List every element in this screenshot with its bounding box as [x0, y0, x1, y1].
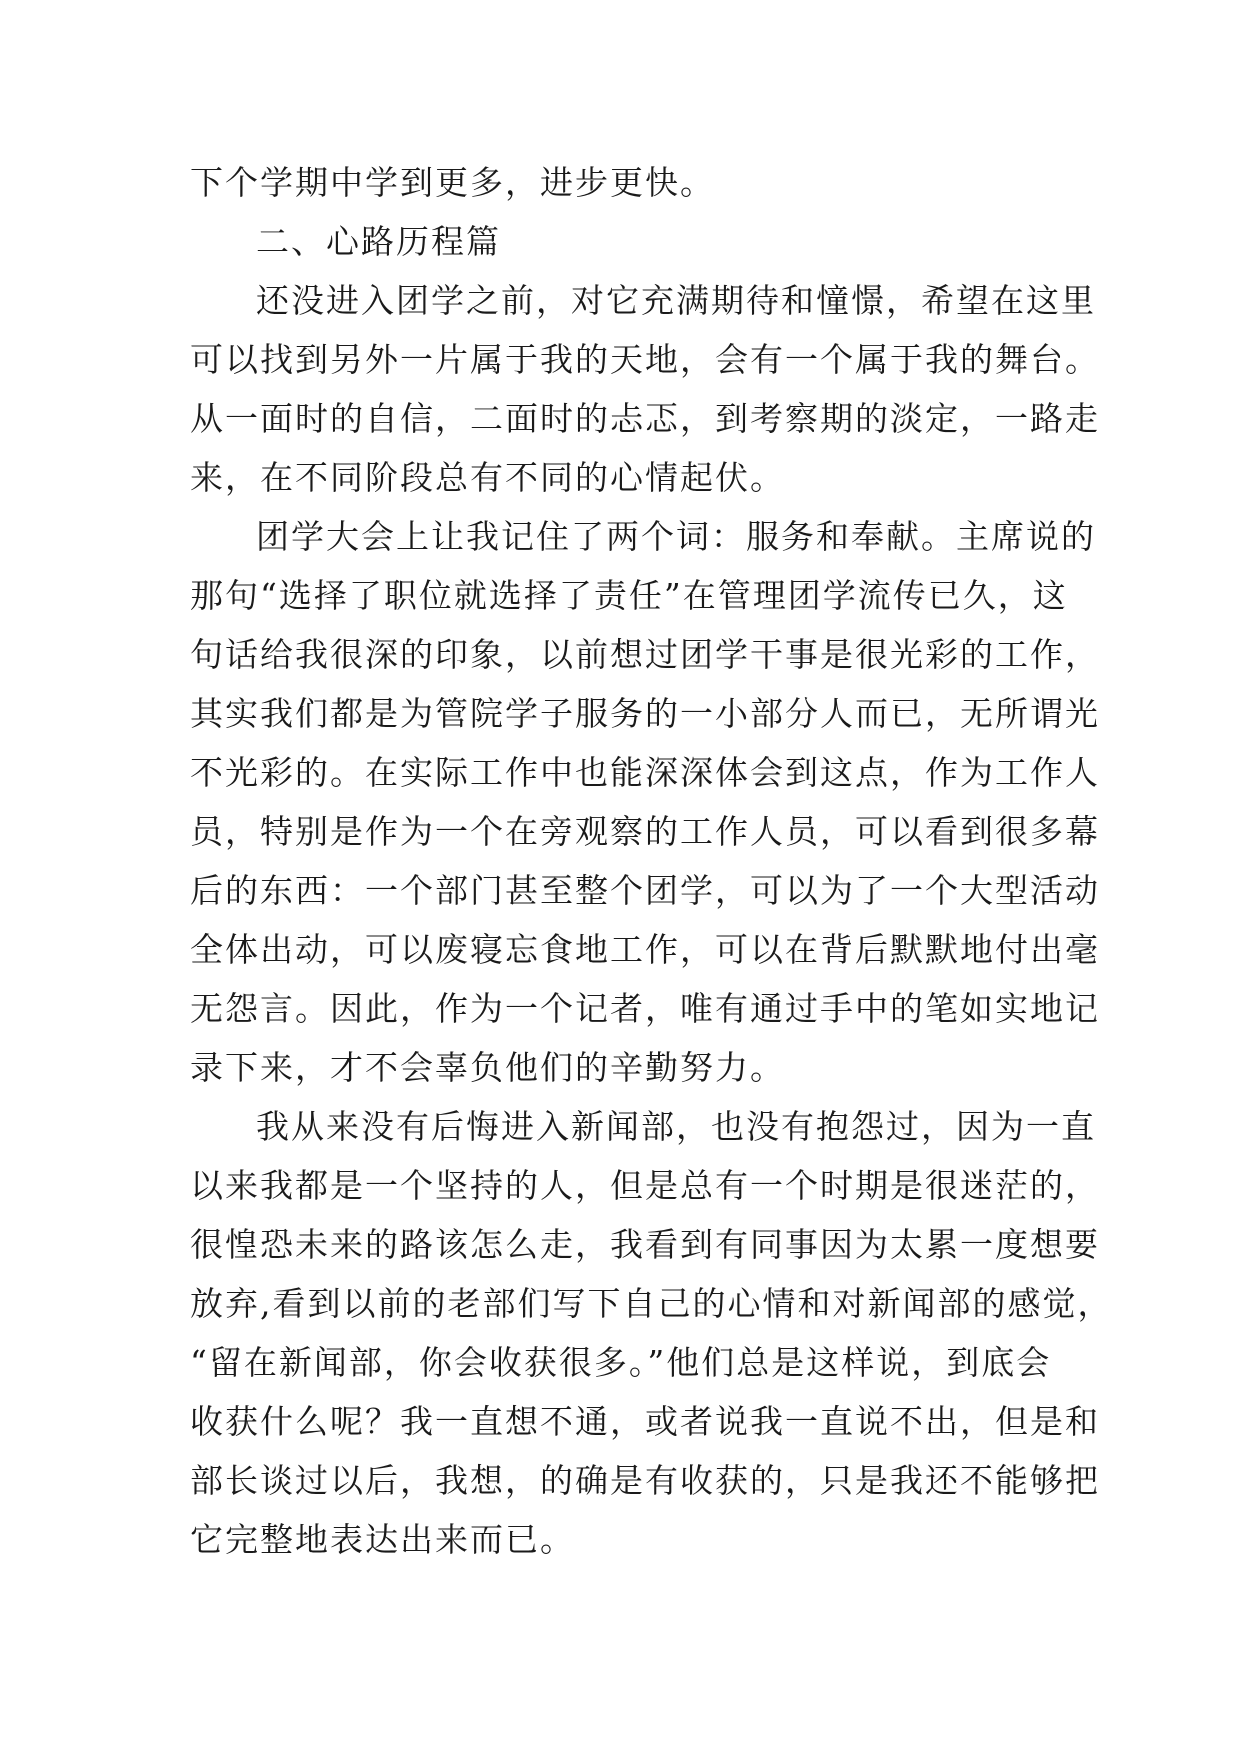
text-line: “留在新闻部，你会收获很多。”他们总是这样说，到底会: [190, 1343, 1052, 1382]
section-heading: 二、心路历程篇: [256, 222, 501, 261]
text-line: 员，特别是作为一个在旁观察的工作人员，可以看到很多幕: [190, 812, 1100, 851]
text-line: 全体出动，可以废寝忘食地工作，可以在背后默默地付出毫: [190, 930, 1100, 969]
text-line: 句话给我很深的印象，以前想过团学干事是很光彩的工作，: [190, 635, 1100, 674]
text-line: 下个学期中学到更多，进步更快。: [190, 163, 715, 202]
text-line: 我从来没有后悔进入新闻部，也没有抱怨过，因为一直: [256, 1107, 1096, 1146]
text-line: 无怨言。因此，作为一个记者，唯有通过手中的笔如实地记: [190, 989, 1100, 1028]
text-line: 那句“选择了职位就选择了责任”在管理团学流传已久，这: [190, 576, 1068, 615]
text-line: 不光彩的。在实际工作中也能深深体会到这点，作为工作人: [190, 753, 1100, 792]
text-line: 可以找到另外一片属于我的天地，会有一个属于我的舞台。: [190, 340, 1100, 379]
text-line: 还没进入团学之前，对它充满期待和憧憬，希望在这里: [256, 281, 1096, 320]
text-line: 录下来，才不会辜负他们的辛勤努力。: [190, 1048, 785, 1087]
text-line: 从一面时的自信，二面时的忐忑，到考察期的淡定，一路走: [190, 399, 1100, 438]
text-line: 放弃,看到以前的老部们写下自己的心情和对新闻部的感觉，: [190, 1284, 1113, 1323]
text-line: 来，在不同阶段总有不同的心情起伏。: [190, 458, 785, 497]
text-line: 团学大会上让我记住了两个词：服务和奉献。主席说的: [256, 517, 1096, 556]
text-line: 部长谈过以后，我想，的确是有收获的，只是我还不能够把: [190, 1461, 1100, 1500]
text-line: 收获什么呢？我一直想不通，或者说我一直说不出，但是和: [190, 1402, 1100, 1441]
text-line: 它完整地表达出来而已。: [190, 1520, 575, 1559]
body-text: [190, 153, 1113, 1569]
text-line: 其实我们都是为管院学子服务的一小部分人而已，无所谓光: [190, 694, 1100, 733]
text-line: 后的东西：一个部门甚至整个团学，可以为了一个大型活动: [190, 871, 1100, 910]
text-line: 以来我都是一个坚持的人，但是总有一个时期是很迷茫的，: [190, 1166, 1100, 1205]
text-line: 很惶恐未来的路该怎么走，我看到有同事因为太累一度想要: [190, 1225, 1100, 1264]
